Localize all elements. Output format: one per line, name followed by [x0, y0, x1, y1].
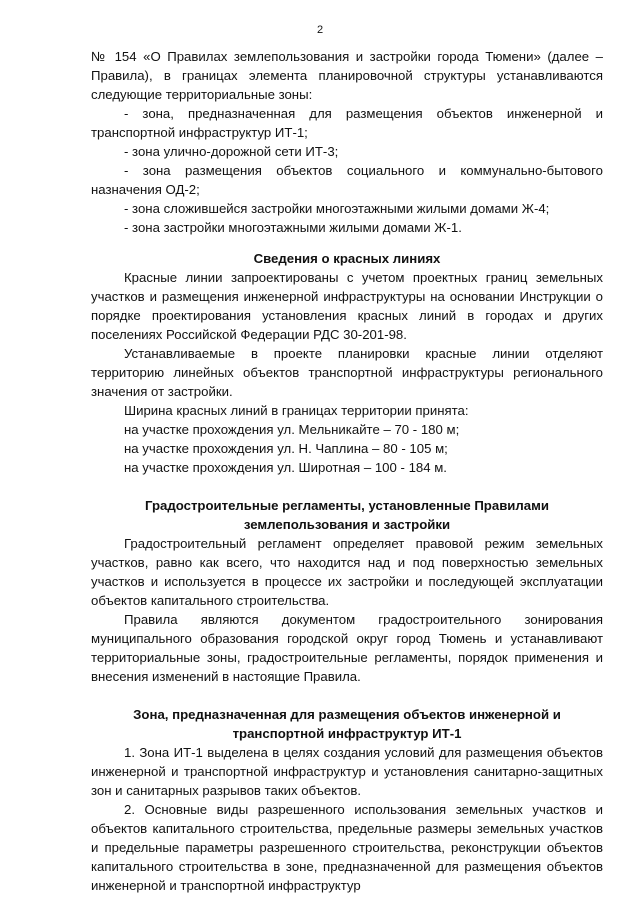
zone-it1-heading: [91, 705, 603, 743]
zone-list-item: - зона сложившейся застройки многоэтажными жилыми домами Ж-4;: [124, 201, 550, 216]
red-lines-width-item: на участке прохождения ул. Широтная – 100 - 184 м.: [124, 460, 447, 475]
red-lines-width-item: на участке прохождения ул. Мельникайте – 70 - 180 м;: [124, 422, 460, 437]
zone-list-item: - зона улично-дорожной сети ИТ-3;: [124, 144, 339, 159]
page-number: 2: [316, 24, 324, 36]
regulations-heading: [91, 496, 603, 534]
regulations-heading-line2: землепользования и застройки: [243, 517, 451, 532]
regulations-paragraph: Градостроительный регламент определяет правовой режим земельных участков, равно как всего, что находится над и под поверхностью земельных участков и используется в процессе их застройки и последующей эксплуатации объектов капитального строительства.: [91, 536, 603, 608]
red-lines-heading: Сведения о красных линиях: [253, 251, 441, 266]
zone-it1-paragraph: 2. Основные виды разрешенного использования земельных участков и объектов капитального строительства, предельные размеры земельных участков и предельные параметры разрешенного строительства, реконструкции объектов капитального строительства в зоне, предназначенной для размещения объектов инженерной и транспортной инфраструктур: [91, 802, 603, 893]
zone-list-item: - зона, предназначенная для размещения объектов инженерной и транспортной инфраструктур ИТ-1;: [91, 106, 603, 140]
zone-list-item: - зона размещения объектов социального и коммунально-бытового назначения ОД-2;: [91, 163, 603, 197]
red-lines-paragraph: Устанавливаемые в проекте планировки красные линии отделяют территорию линейных объектов транспортной инфраструктуры регионального значения от застройки.: [91, 346, 603, 399]
zone-it1-paragraph: 1. Зона ИТ-1 выделена в целях создания условий для размещения объектов инженерной и транспортной инфраструктур и установления санитарно-защитных зон и санитарных разрывов таких объектов.: [91, 745, 603, 798]
intro-paragraph: № 154 «О Правилах землепользования и застройки города Тюмени» (далее – Правила), в границах элемента планировочной структуры устанавливаются следующие территориальные зоны:: [91, 49, 603, 102]
red-lines-width-item: на участке прохождения ул. Н. Чаплина – 80 - 105 м;: [124, 441, 448, 456]
regulations-paragraph: Правила являются документом градостроительного зонирования муниципального образования городской округ город Тюмень и устанавливают территориальные зоны, градостроительные регламенты, порядок применения и внесения изменений в настоящие Правила.: [91, 612, 603, 684]
zone-list-item: - зона застройки многоэтажными жилыми домами Ж-1.: [124, 220, 462, 235]
regulations-heading-line1: Градостроительные регламенты, установленные Правилами: [145, 498, 549, 513]
zone-it1-heading-line1: Зона, предназначенная для размещения объектов инженерной и: [133, 707, 561, 722]
document-body: [91, 47, 603, 895]
red-lines-width-intro: Ширина красных линий в границах территории принята:: [124, 403, 469, 418]
zone-it1-heading-line2: транспортной инфраструктур ИТ-1: [232, 726, 462, 741]
red-lines-paragraph: Красные линии запроектированы с учетом проектных границ земельных участков и размещения инженерной инфраструктуры на основании Инструкции о порядке проектирования установления красных линий в городах и других поселениях Российской Федерации РДС 30-201-98.: [91, 270, 603, 342]
